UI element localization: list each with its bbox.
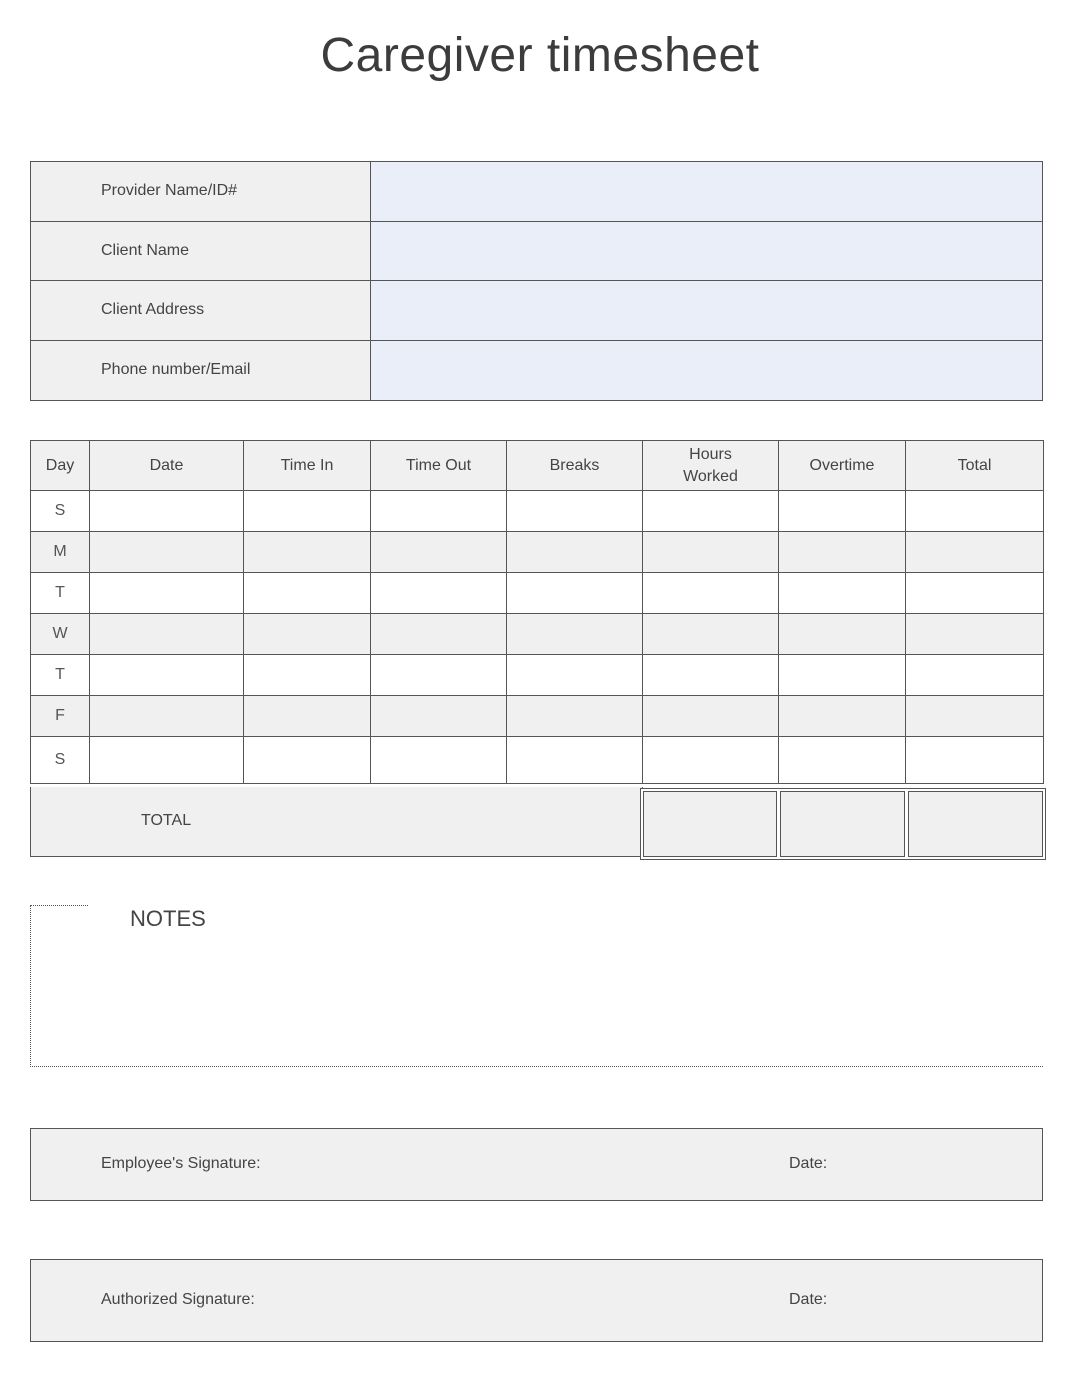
column-header-time-in: Time In <box>244 441 371 491</box>
time-out-cell[interactable] <box>371 491 507 532</box>
authorized-date-label: Date: <box>789 1291 828 1308</box>
authorized-signature-label: Authorized Signature: <box>101 1291 255 1308</box>
breaks-cell[interactable] <box>507 655 643 696</box>
client-address-label: Client Address <box>31 281 371 340</box>
total-cell[interactable] <box>906 573 1044 614</box>
client-address-field[interactable] <box>371 281 1042 340</box>
date-cell[interactable] <box>90 532 244 573</box>
breaks-cell[interactable] <box>507 532 643 573</box>
column-header-time-out: Time Out <box>371 441 507 491</box>
hours-worked-cell[interactable] <box>643 573 779 614</box>
info-row-provider <box>31 162 1042 222</box>
overtime-cell[interactable] <box>779 491 906 532</box>
total-row <box>30 787 643 857</box>
date-cell[interactable] <box>90 737 244 784</box>
overtime-cell[interactable] <box>779 737 906 784</box>
breaks-cell[interactable] <box>507 737 643 784</box>
total-cell[interactable] <box>906 491 1044 532</box>
column-header-day: Day <box>31 441 90 491</box>
provider-info-table <box>30 161 1043 401</box>
table-row <box>31 532 1044 573</box>
date-cell[interactable] <box>90 614 244 655</box>
hours-worked-cell[interactable] <box>643 532 779 573</box>
hours-worked-cell[interactable] <box>643 655 779 696</box>
total-label: TOTAL <box>141 812 192 829</box>
provider-name-field[interactable] <box>371 162 1042 221</box>
total-total-field[interactable] <box>908 791 1043 857</box>
day-cell: M <box>31 532 90 573</box>
time-in-cell[interactable] <box>244 532 371 573</box>
total-hours-worked-field[interactable] <box>643 791 777 857</box>
date-cell[interactable] <box>90 573 244 614</box>
day-cell: F <box>31 696 90 737</box>
time-out-cell[interactable] <box>371 614 507 655</box>
overtime-cell[interactable] <box>779 696 906 737</box>
date-cell[interactable] <box>90 655 244 696</box>
time-in-cell[interactable] <box>244 655 371 696</box>
time-in-cell[interactable] <box>244 491 371 532</box>
hours-worked-cell[interactable] <box>643 614 779 655</box>
employee-signature-box[interactable] <box>30 1128 1043 1201</box>
table-header-row <box>31 441 1044 491</box>
time-out-cell[interactable] <box>371 655 507 696</box>
column-header-breaks: Breaks <box>507 441 643 491</box>
day-cell: W <box>31 614 90 655</box>
date-cell[interactable] <box>90 696 244 737</box>
total-boxes <box>640 788 1046 860</box>
page-title: Caregiver timesheet <box>320 29 760 82</box>
time-in-cell[interactable] <box>244 737 371 784</box>
total-cell[interactable] <box>906 614 1044 655</box>
time-in-cell[interactable] <box>244 573 371 614</box>
employee-date-label: Date: <box>789 1155 828 1172</box>
table-row <box>31 614 1044 655</box>
info-row-contact <box>31 341 1042 401</box>
time-out-cell[interactable] <box>371 737 507 784</box>
overtime-cell[interactable] <box>779 614 906 655</box>
total-cell[interactable] <box>906 696 1044 737</box>
day-cell: T <box>31 573 90 614</box>
column-header-total: Total <box>906 441 1044 491</box>
time-out-cell[interactable] <box>371 696 507 737</box>
day-cell: T <box>31 655 90 696</box>
total-cell[interactable] <box>906 532 1044 573</box>
table-row <box>31 573 1044 614</box>
info-row-client-address <box>31 281 1042 341</box>
notes-top-divider <box>30 905 88 906</box>
total-cell[interactable] <box>906 655 1044 696</box>
client-name-label: Client Name <box>31 222 371 281</box>
notes-label: NOTES <box>130 906 206 931</box>
total-overtime-field[interactable] <box>780 791 905 857</box>
breaks-cell[interactable] <box>507 491 643 532</box>
time-out-cell[interactable] <box>371 532 507 573</box>
column-header-overtime: Overtime <box>779 441 906 491</box>
breaks-cell[interactable] <box>507 614 643 655</box>
breaks-cell[interactable] <box>507 573 643 614</box>
hours-worked-cell[interactable] <box>643 491 779 532</box>
time-in-cell[interactable] <box>244 696 371 737</box>
hours-worked-cell[interactable] <box>643 696 779 737</box>
table-row <box>31 696 1044 737</box>
employee-signature-label: Employee's Signature: <box>101 1155 261 1172</box>
phone-email-label: Phone number/Email <box>31 341 371 401</box>
hours-worked-cell[interactable] <box>643 737 779 784</box>
time-in-cell[interactable] <box>244 614 371 655</box>
hours-worked-text: Hours Worked <box>683 445 738 485</box>
breaks-cell[interactable] <box>507 696 643 737</box>
client-name-field[interactable] <box>371 222 1042 281</box>
column-header-hours-worked <box>643 441 779 491</box>
day-cell: S <box>31 737 90 784</box>
date-cell[interactable] <box>90 491 244 532</box>
column-header-date: Date <box>90 441 244 491</box>
timesheet-table <box>30 440 1044 784</box>
overtime-cell[interactable] <box>779 532 906 573</box>
table-row <box>31 737 1044 784</box>
day-cell: S <box>31 491 90 532</box>
authorized-signature-box[interactable] <box>30 1259 1043 1342</box>
provider-name-label: Provider Name/ID# <box>31 162 371 221</box>
info-row-client-name <box>31 222 1042 282</box>
table-row <box>31 655 1044 696</box>
total-cell[interactable] <box>906 737 1044 784</box>
overtime-cell[interactable] <box>779 573 906 614</box>
time-out-cell[interactable] <box>371 573 507 614</box>
phone-email-field[interactable] <box>371 341 1042 401</box>
overtime-cell[interactable] <box>779 655 906 696</box>
table-row <box>31 491 1044 532</box>
